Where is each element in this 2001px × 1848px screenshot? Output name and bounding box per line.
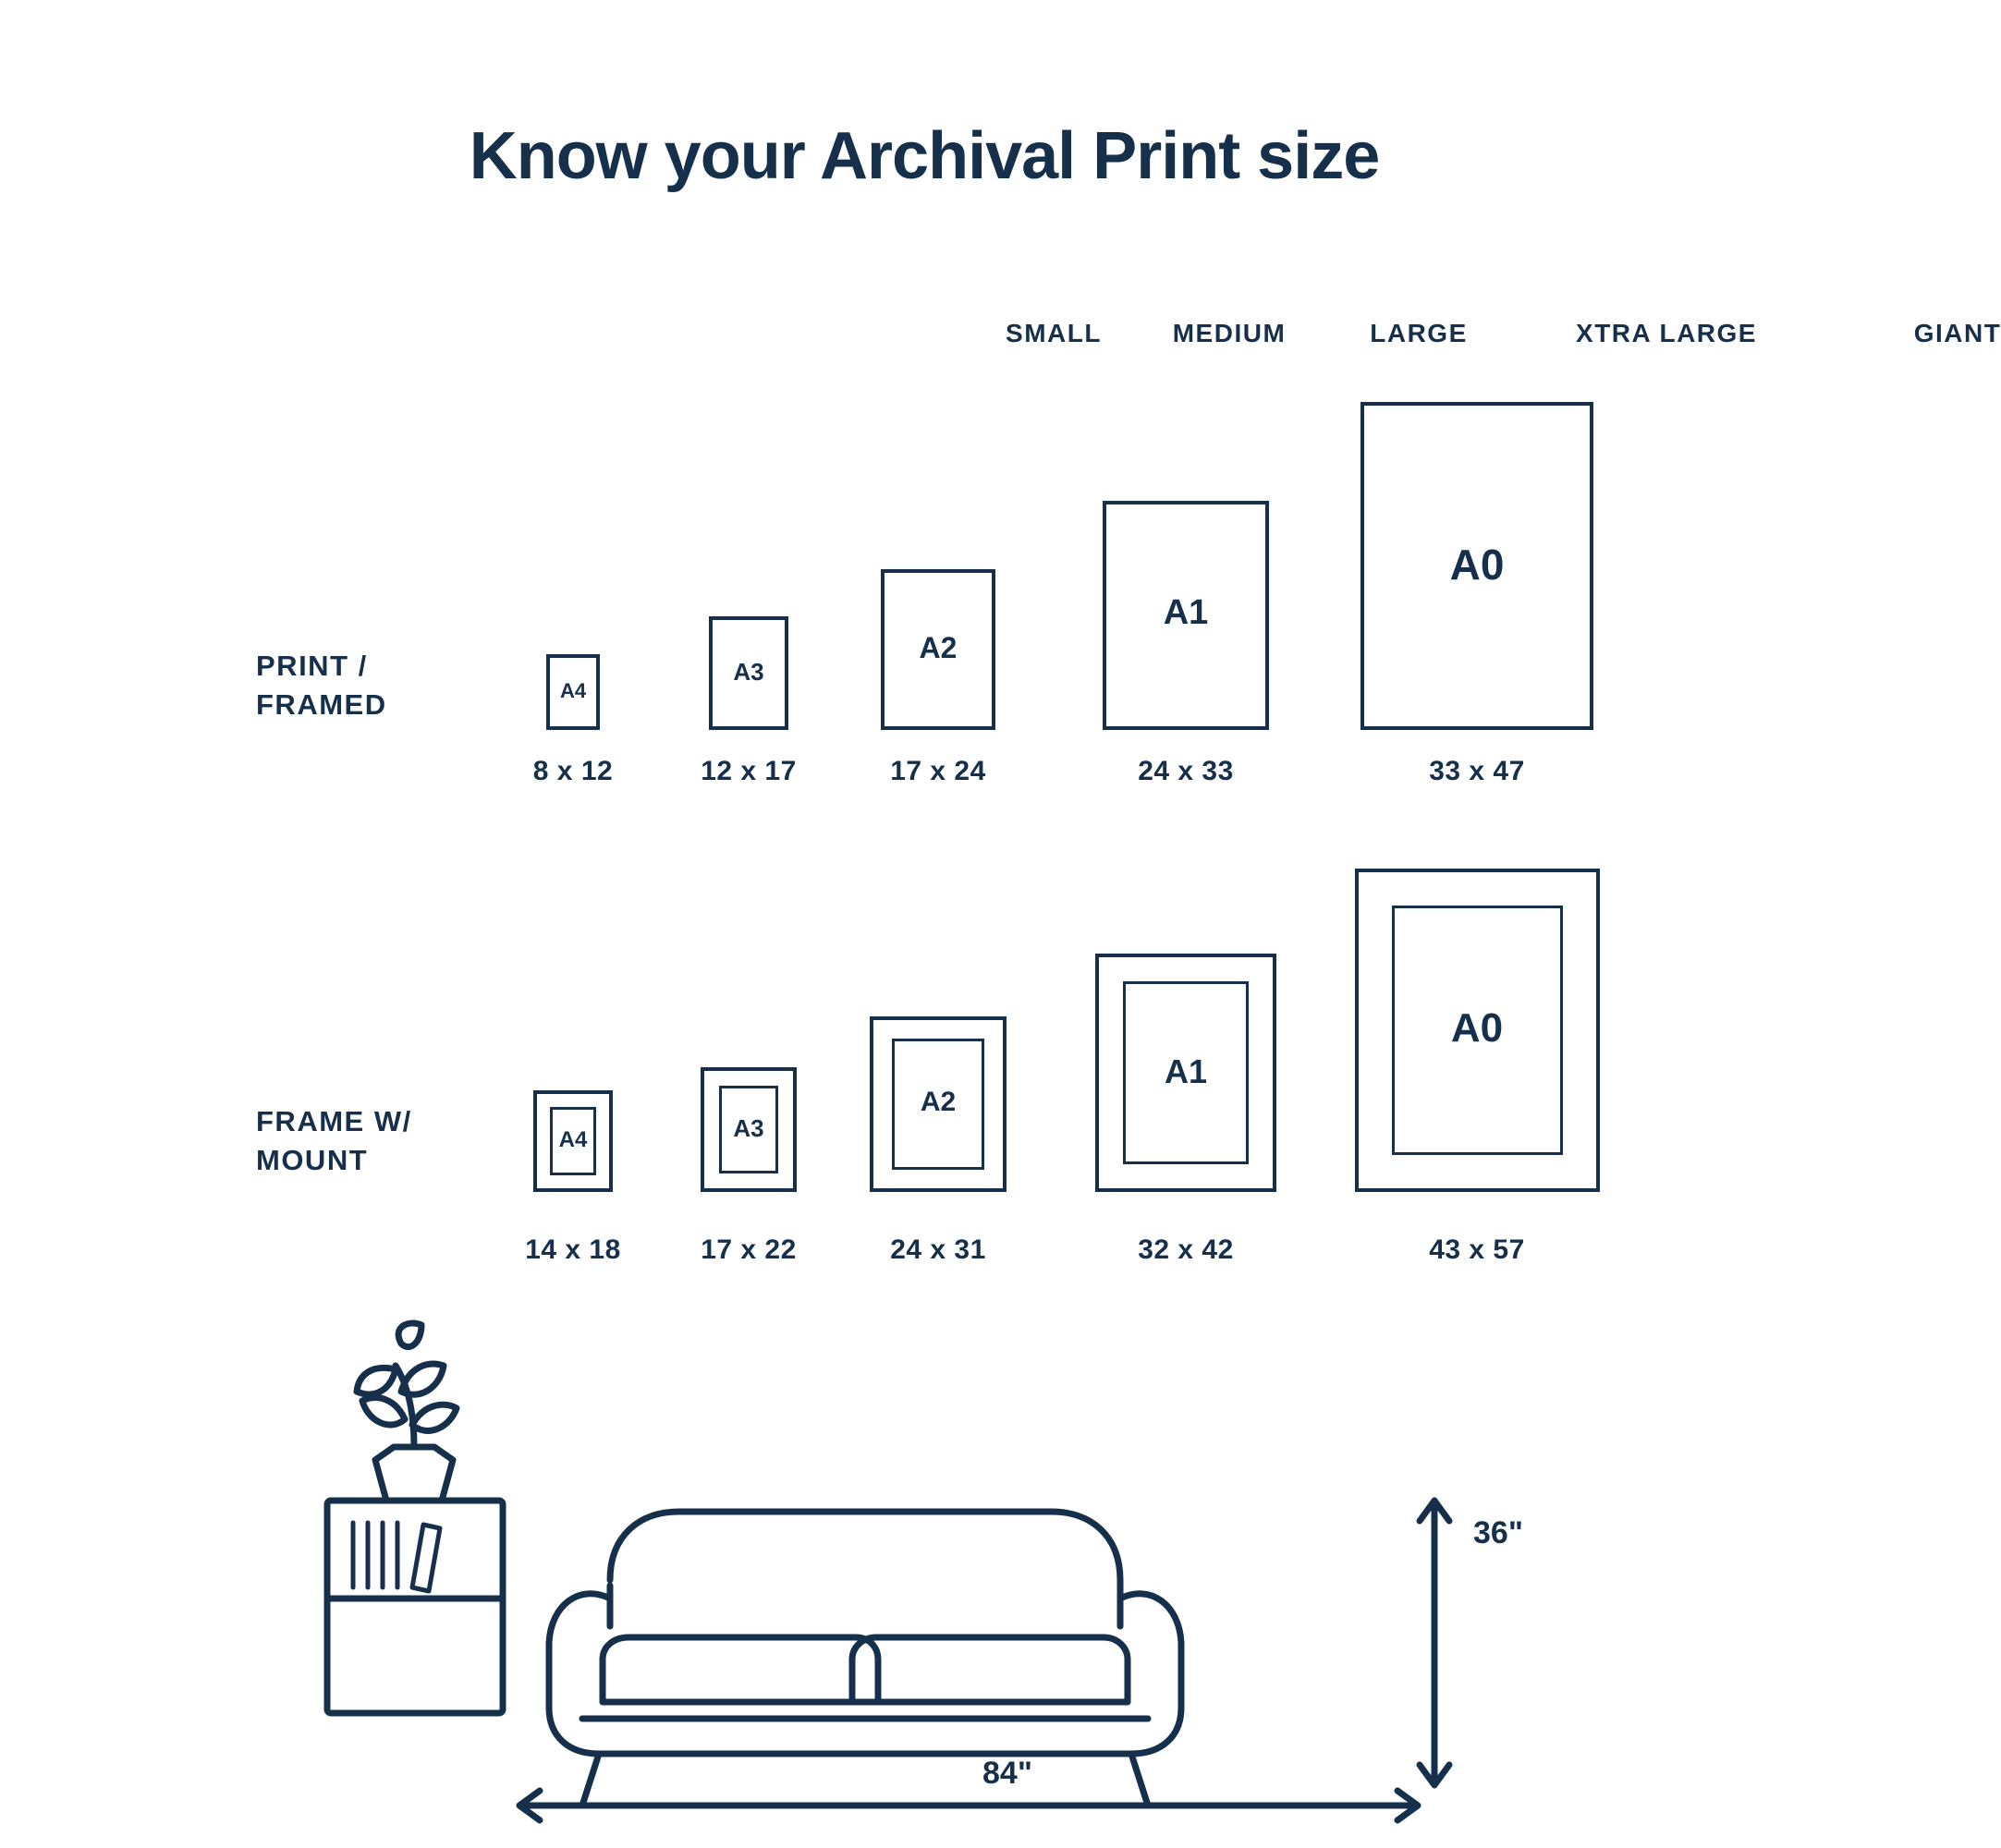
frame-dimension-label: 32 x 42 xyxy=(1138,1234,1234,1265)
mount-frame-a1 xyxy=(1095,954,1276,1192)
print-frame-a4 xyxy=(546,654,600,730)
frame-size-name: A0 xyxy=(1449,540,1505,589)
frame-size-name: A4 xyxy=(558,1127,588,1153)
frame-dimension-label: 24 x 33 xyxy=(1138,756,1234,786)
height-measure-arrow xyxy=(1420,1501,1449,1785)
frame-dimension-label: 14 x 18 xyxy=(525,1234,621,1265)
frame-size-name: A2 xyxy=(920,1087,957,1118)
frame-size-name: A0 xyxy=(1450,1004,1504,1051)
mount-frame-a3 xyxy=(701,1067,797,1192)
page-title: Know your Archival Print size xyxy=(469,119,1380,193)
row-label-frame-with-mount xyxy=(256,1102,412,1180)
frame-size-name: A3 xyxy=(733,1114,764,1143)
row-label-mount-line2: MOUNT xyxy=(256,1143,369,1176)
row-label-print-framed xyxy=(256,647,387,724)
frame-size-name: A2 xyxy=(919,631,958,665)
width-measure-label: 84" xyxy=(982,1756,1032,1791)
frame-size-name: A1 xyxy=(1163,593,1209,633)
row-label-mount-line1: FRAME W/ xyxy=(256,1105,412,1137)
frame-dimension-label: 43 x 57 xyxy=(1429,1234,1525,1265)
print-frame-a0 xyxy=(1360,402,1593,730)
mount-frame-a2 xyxy=(870,1016,1007,1192)
frame-dimension-label: 8 x 12 xyxy=(532,756,614,786)
height-measure-label: 36" xyxy=(1473,1515,1523,1550)
frame-size-name: A4 xyxy=(559,679,587,703)
column-headers xyxy=(481,319,2001,356)
frame-dimension-label: 17 x 22 xyxy=(701,1234,797,1265)
frame-size-name: A1 xyxy=(1164,1052,1208,1090)
row-label-print-line1: PRINT / xyxy=(256,650,368,682)
frame-dimension-label: 33 x 47 xyxy=(1429,756,1525,786)
frame-dimension-label: 12 x 17 xyxy=(701,756,797,786)
side-table-icon xyxy=(327,1501,503,1713)
plant-vase-icon xyxy=(357,1323,457,1501)
column-header-medium: MEDIUM xyxy=(1172,319,1287,347)
column-header-giant: GIANT xyxy=(1913,319,2001,347)
sofa-icon xyxy=(549,1512,1181,1805)
mount-frame-a4 xyxy=(533,1090,613,1192)
column-header-xtra-large: XTRA LARGE xyxy=(1576,319,1757,347)
mount-frame-a0 xyxy=(1355,869,1600,1192)
frame-dimension-label: 24 x 31 xyxy=(890,1234,986,1265)
column-header-large: LARGE xyxy=(1370,319,1468,347)
frame-size-name: A3 xyxy=(733,658,764,687)
books-icon xyxy=(353,1523,440,1591)
print-frame-a2 xyxy=(881,569,995,730)
column-header-small: SMALL xyxy=(1006,319,1102,347)
width-measure-arrow xyxy=(519,1791,1418,1820)
row-label-print-line2: FRAMED xyxy=(256,687,387,721)
frame-dimension-label: 17 x 24 xyxy=(890,756,986,786)
print-frame-a1 xyxy=(1103,501,1269,730)
print-frame-a3 xyxy=(709,616,788,730)
room-scale-illustration xyxy=(305,1321,1599,1820)
